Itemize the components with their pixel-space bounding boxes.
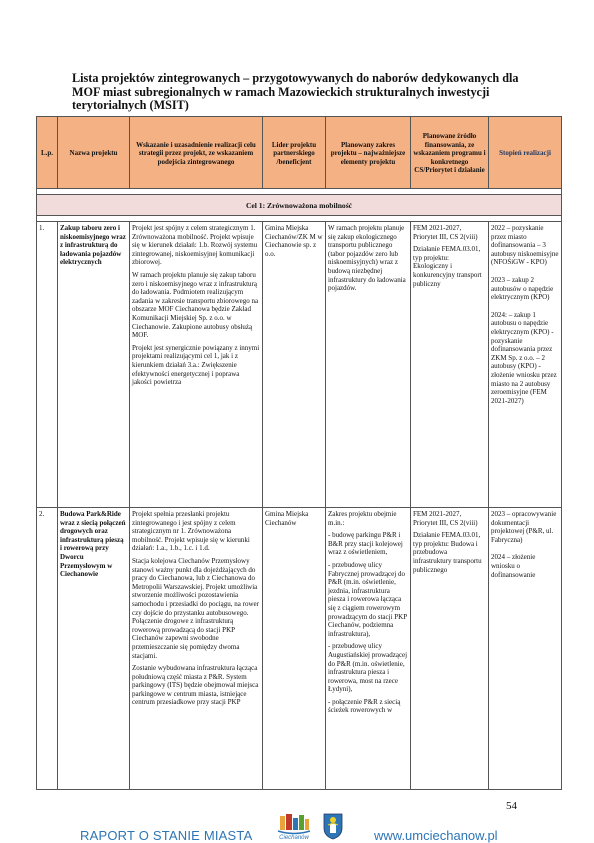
row-name: Zakup taboru zero i niskoemisyjnego wraz z infrastrukturą do ładowania pojazdów elektrycznych	[58, 222, 130, 508]
justification-paragraph: W ramach projektu planuje się zakup taboru zero i niskoemisyjnego wraz z infrastrukturą do ładowania. Podmiotem realizującym zadania w zakresie transportu zbiorowego na obszarze MOF Ciechanowa będzie Zakład Komunikacji Miejskiej Sp. z o.o. w Ciechanowie. Zakupione autobusy obsłużą MOF.	[132, 270, 259, 340]
justification-paragraph: Projekt spełnia przesłanki projektu zintegrowanego i jest spójny z celem strategicznym nr 1. Zrównoważona mobilność. Projekt wpisuje się w kierunki działań: 1.a., 1.b., 1.c. i 1.d.	[132, 510, 250, 553]
justification-paragraph: Zostanie wybudowana infrastruktura łącząca południową część miasta z P&R. System parkingowy (ITS) będzie obejmował miejsca parkingowe w centrum miasta, istniejące centrum przesiadkowe przy stacji PKP	[132, 664, 259, 707]
row-lp: 2.	[37, 508, 58, 790]
row-name: Budowa Park&Ride wraz z siecią połączeń drogowych oraz infrastrukturą pieszą i rowerową przy Dworcu Przemysłowym w Ciechanowie	[58, 508, 130, 790]
table-row	[37, 222, 562, 508]
stage-paragraph: 2022 – pozyskanie przez miasto dofinansowania – 3 autobusy niskoemisyjne (NFOŚiGW - KPO)	[491, 224, 559, 267]
row-stage	[489, 508, 562, 790]
header-leader: Lider projektu partnerskiego /beneficjent	[263, 117, 326, 189]
funding-paragraph: FEM 2021-2027, Priorytet III, CS 2(viii)	[413, 224, 478, 241]
footer-report-title: RAPORT O STANIE MIASTA	[80, 828, 253, 843]
goal-label: Cel 1: Zrównoważona mobilność	[37, 195, 562, 216]
footer-website: www.umciechanow.pl	[374, 828, 498, 843]
stage-paragraph: 2024: – zakup 1 autobusu o napędzie elektrycznym (KPO) - pozyskanie dofinansowania przez ZKM Sp. z o.o. – 2 autobusy (KPO) - złożenie wniosku przez miasto na 2 autobusy zeroemisyjne (FEM 2021-2027)	[491, 310, 557, 405]
header-funding: Planowane źródło finansowania, ze wskazaniem programu i konkretnego CS/Priorytet i działanie	[411, 117, 489, 189]
funding-paragraph: Działanie FEMA.03.01, typ projektu: Budowa i przebudowa infrastruktury transportu publicznego	[413, 531, 482, 574]
header-stage: Stopień realizacji	[489, 117, 562, 189]
stage-paragraph: 2023 – zakup 2 autobusów o napędzie elektrycznym (KPO)	[491, 275, 554, 302]
funding-paragraph: FEM 2021-2027, Priorytet III, CS 2(viii)	[413, 510, 478, 527]
goal-row	[37, 195, 562, 216]
scope-paragraph: Zakres projektu obejmie m.in.:	[328, 510, 397, 527]
city-logo-icon	[274, 812, 314, 840]
justification-paragraph: Projekt jest synergicznie powiązany z innymi projektami realizującymi cel 1, jak i z kierunkiem działań 3.a.: Zwiększenie efektywności energetycznej i poprawa jakości powietrza	[132, 343, 260, 387]
stage-paragraph: 2023 – opracowywanie dokumentacji projektowej (P&R, ul. Fabryczna)	[491, 510, 557, 544]
page-footer	[0, 812, 594, 843]
justification-paragraph: Projekt jest spójny z celem strategicznym 1. Zrównoważona mobilność. Projekt wpisuje się w kierunek działań: 1.b. Rozwój systemu zintegrowanej, niskoemisyjnej komunikacji zbiorowej.	[132, 224, 258, 267]
stage-paragraph: 2024 – złożenie wniosku o dofinansowanie	[491, 553, 536, 579]
row-stage	[489, 222, 562, 508]
row-funding	[411, 222, 489, 508]
row-funding	[411, 508, 489, 790]
projects-table	[36, 116, 562, 790]
document-title: Lista projektów zintegrowanych – przygotowywanych do naborów dedykowanych dla MOF miast subregionalnych w ramach Mazowieckich strukturalnych inwestycji terytorialnych (MSIT)	[72, 71, 519, 112]
scope-paragraph: W ramach projektu planuje się zakup ekologicznego transportu publicznego (tabor pojazdów zero lub niskoemisyjnych) wraz z budową niezbędnej infrastruktury do ładowania pojazdów.	[328, 224, 406, 293]
header-justification: Wskazanie i uzasadnienie realizacji celu strategii przez projekt, ze wskazaniem podejścia zintegrowanego	[130, 117, 263, 189]
row-leader: Gmina Miejska Ciechanów/ZK M w Ciechanowie sp. z o.o.	[263, 222, 326, 508]
justification-paragraph: Stacja kolejowa Ciechanów Przemysłowy stanowi ważny punkt dla dojeżdżających do pracy do Ciechanowa, lub z Ciechanowa do Metropolii Warszawskiej. Projekt umożliwia stworzenie możliwości pozostawienia samochodu i przesiadki do pociągu, na rower czy dojście do przystanku autobusowego. Połączenie drogowe z infrastrukturą rowerową prowadzącą do stacji PKP Ciechanów zapewni swobodne przemieszczanie się pomiędzy dwoma stacjami.	[132, 556, 259, 660]
row-lp: 1.	[37, 222, 58, 508]
row-scope	[326, 508, 411, 790]
row-justification	[130, 222, 263, 508]
row-leader: Gmina Miejska Ciechanów	[263, 508, 326, 790]
header-name: Nazwa projektu	[58, 117, 130, 189]
table-header-row	[37, 117, 562, 189]
header-lp: L.p.	[37, 117, 58, 189]
funding-paragraph: Działanie FEMA.03.01, typ projektu: Ekologiczny i konkurencyjny transport publiczny	[413, 245, 482, 288]
page-number: 54	[506, 800, 517, 812]
header-scope: Planowany zakres projektu – najważniejsze elementy projektu	[326, 117, 411, 189]
row-scope	[326, 222, 411, 508]
row-justification	[130, 508, 263, 790]
scope-paragraph: - budowę parkingu P&R i B&R przy stacji kolejowej wraz z oświetleniem,	[328, 531, 403, 557]
scope-paragraph: - połączenie P&R z siecią ścieżek rowerowych w	[328, 697, 401, 715]
scope-paragraph: - przebudowę ulicy Augustiańskiej prowadzącej do P&R (m.in. oświetlenie, infrastruktura piesza i rowerowa, most na rzece Łydyni),	[328, 642, 408, 694]
scope-paragraph: - przebudowę ulicy Fabrycznej prowadzącej do P&R (m.in. oświetlenie, jezdnia, infrastruktura piesza i rowerowa łącząca się z ciągiem rowerowym prowadzącym do stacji PKP Ciechanów, podziemna infrastruktura),	[328, 560, 407, 638]
table-row	[37, 508, 562, 790]
city-crest-icon	[322, 812, 344, 840]
logo-text: Ciechanów	[279, 835, 309, 840]
